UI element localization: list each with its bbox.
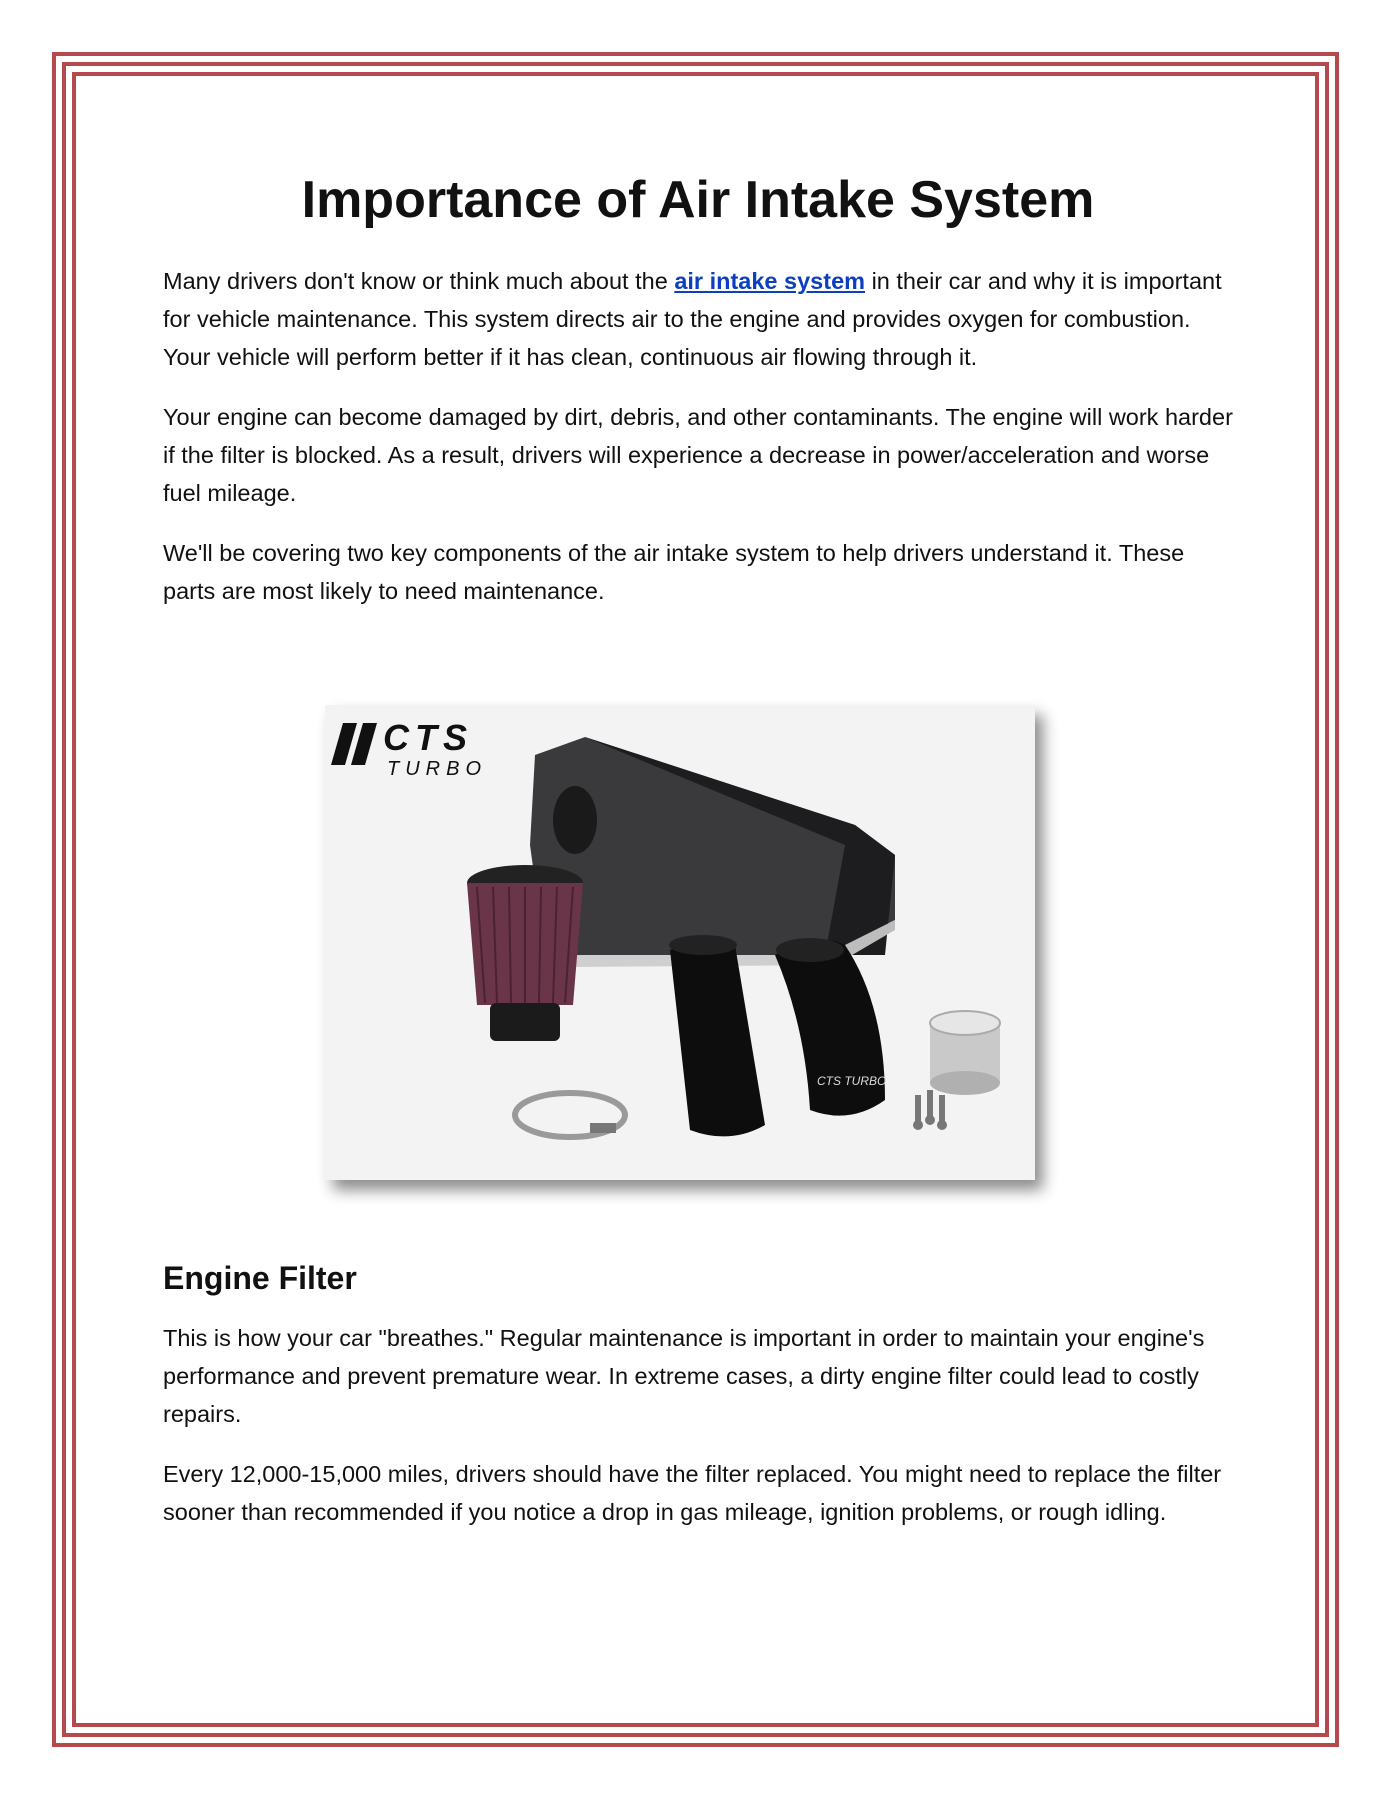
engine-filter-paragraph-2: Every 12,000-15,000 miles, drivers should have the filter replaced. You might need to replace the filter sooner than recommended if you notice a drop in gas mileage, ignition problems, or rough idling.	[163, 1461, 1222, 1525]
main-content	[163, 160, 1233, 632]
engine-filter-section	[163, 1260, 1233, 1553]
logo-turbo-text: TURBO	[387, 758, 487, 780]
intro-paragraph	[163, 262, 1233, 376]
air-intake-kit-illustration	[325, 705, 1035, 1180]
page-title: Importance of Air Intake System	[301, 171, 1095, 229]
aluminum-coupler	[930, 1011, 1000, 1095]
intro-text-before: Many drivers don't know or think much about the	[163, 268, 675, 294]
engine-filter-paragraph-1: This is how your car "breathes." Regular maintenance is important in order to maintain your engine's performance and prevent premature wear. In extreme cases, a dirty engine filter could lead to costly repairs.	[163, 1325, 1205, 1427]
engine-filter-heading: Engine Filter	[163, 1260, 357, 1296]
product-photo	[325, 705, 1035, 1180]
logo-cts-text: CTS	[383, 717, 473, 758]
air-intake-system-link[interactable]: air intake system	[674, 268, 866, 294]
components-paragraph: We'll be covering two key components of the air intake system to help drivers understand it. These parts are most likely to need maintenance.	[163, 540, 1185, 604]
contaminants-paragraph: Your engine can become damaged by dirt, debris, and other contaminants. The engine will work harder if the filter is blocked. As a result, drivers will experience a decrease in power/acceleration and worse fuel mileage.	[163, 404, 1233, 506]
hose-logo-text: CTS TURBO	[817, 1074, 887, 1088]
mounting-bolts	[913, 1090, 947, 1130]
intro-text-after: in their car and why it is important for vehicle maintenance. This system directs air to the engine and provides oxygen for combustion. Your vehicle will perform better if it has clean, continuous air flowing through it.	[163, 268, 1222, 370]
